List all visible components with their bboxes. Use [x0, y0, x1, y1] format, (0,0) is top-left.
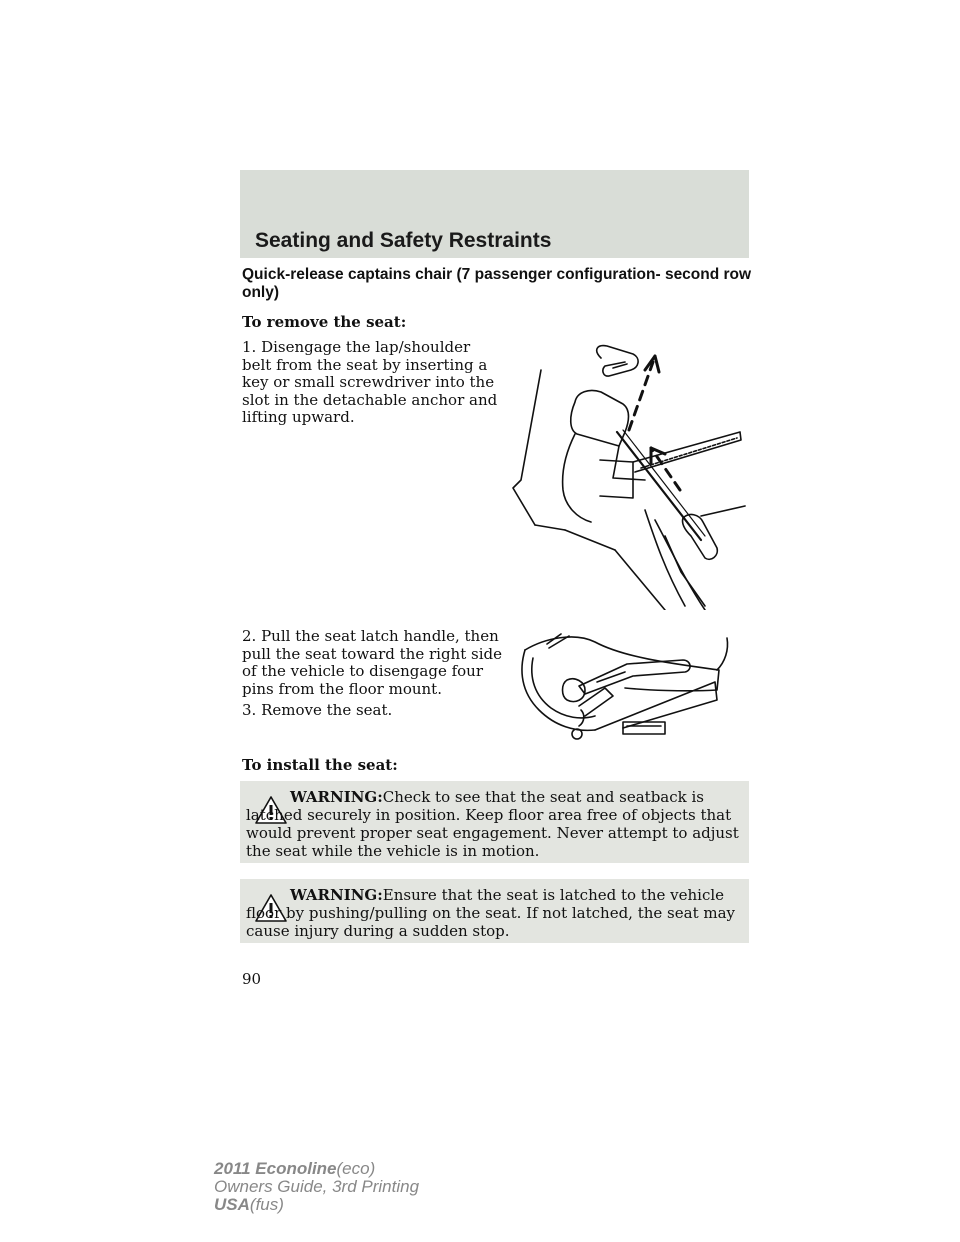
footer-market-code: (fus) [249, 1195, 284, 1214]
subheading: Quick-release captains chair (7 passenger configuration- second row only) [242, 266, 752, 301]
belt-anchor-illustration [505, 340, 750, 610]
warning-label: WARNING: [290, 886, 383, 904]
warning-text [246, 788, 741, 860]
remove-heading: To remove the seat: [242, 313, 407, 331]
warning-box [240, 781, 749, 863]
step-1: 1. Disengage the lap/shoulder belt from the seat by inserting a key or small screwdriver into the slot in the detachable anchor and lifting upward. [242, 338, 498, 427]
footer-model: 2011 Econoline [214, 1159, 337, 1178]
footer-line-2: Owners Guide, 3rd Printing [214, 1177, 420, 1196]
footer-model-code: (eco) [336, 1159, 376, 1178]
footer-line-3 [214, 1196, 419, 1214]
warning-body: Check to see that the seat and seatback is latched securely in position. Keep floor area free of objects that would prevent proper seat engagement. Never attempt to adjust the seat while the vehicle is in motion. [246, 788, 739, 860]
step-2: 2. Pull the seat latch handle, then pull the seat toward the right side of the vehicle to disengage four pins from the floor mount. [242, 627, 502, 698]
warning-text [246, 886, 741, 940]
seat-latch-illustration [515, 630, 735, 745]
page-number: 90 [242, 970, 262, 988]
section-title: Seating and Safety Restraints [255, 229, 552, 252]
install-heading: To install the seat: [242, 756, 398, 774]
step-3: 3. Remove the seat. [242, 701, 393, 719]
warning-label: WARNING: [290, 788, 383, 806]
footer-line-1 [214, 1160, 419, 1178]
footer-market: USA [214, 1195, 250, 1214]
footer [214, 1160, 419, 1214]
warning-body: Ensure that the seat is latched to the vehicle floor by pushing/pulling on the seat. If not latched, the seat may cause injury during a sudden stop. [246, 886, 736, 940]
warning-box [240, 879, 749, 943]
